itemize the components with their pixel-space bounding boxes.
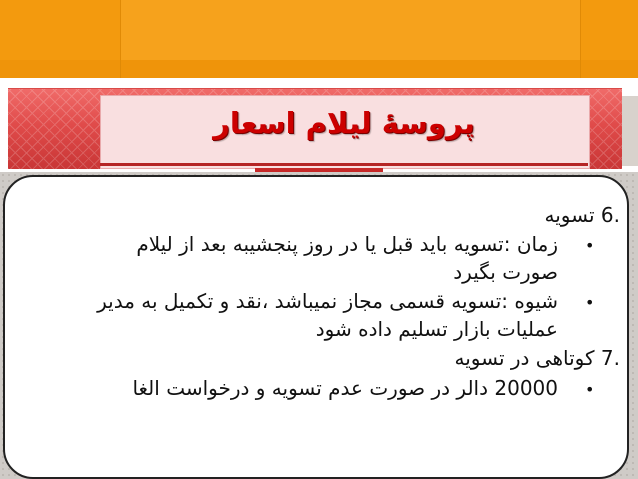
bullet-icon: • <box>585 380 595 399</box>
top-band-lower-bar <box>0 60 638 78</box>
list-item-line: شیوه :تسویه قسمی مجاز نمیباشد ،نقد و تکمیل به مدیر <box>97 289 558 313</box>
banner-left-edge <box>0 88 8 168</box>
top-decorative-band <box>0 0 638 78</box>
bullet-icon: • <box>585 236 595 255</box>
bullet-icon: • <box>585 293 595 312</box>
list-item-line: صورت بگیرد <box>453 260 558 284</box>
heading-text: تسویه <box>544 203 595 227</box>
title-accent-strip <box>255 168 383 172</box>
list-item-line: عملیات بازار تسلیم داده شود <box>315 317 558 341</box>
slide-title: پروسهٔ لیلام اسعار <box>213 106 475 140</box>
top-band-stripe <box>120 0 580 60</box>
numbered-heading-7 <box>455 346 621 370</box>
list-item-line: زمان :تسویه باید قبل یا در روز پنجشیبه بعد از لیلام <box>136 232 558 256</box>
heading-number: .7 <box>600 346 620 370</box>
top-band-divider <box>580 0 581 78</box>
heading-number: .6 <box>600 203 620 227</box>
list-item-line: 20000 دالر در صورت عدم تسویه و درخواست الغا <box>132 376 558 400</box>
top-band-divider <box>120 0 121 78</box>
numbered-heading-6 <box>545 203 620 227</box>
banner-right-edge <box>622 96 638 166</box>
title-underline <box>100 163 588 166</box>
heading-text: کوتاهی در تسویه <box>454 346 595 370</box>
